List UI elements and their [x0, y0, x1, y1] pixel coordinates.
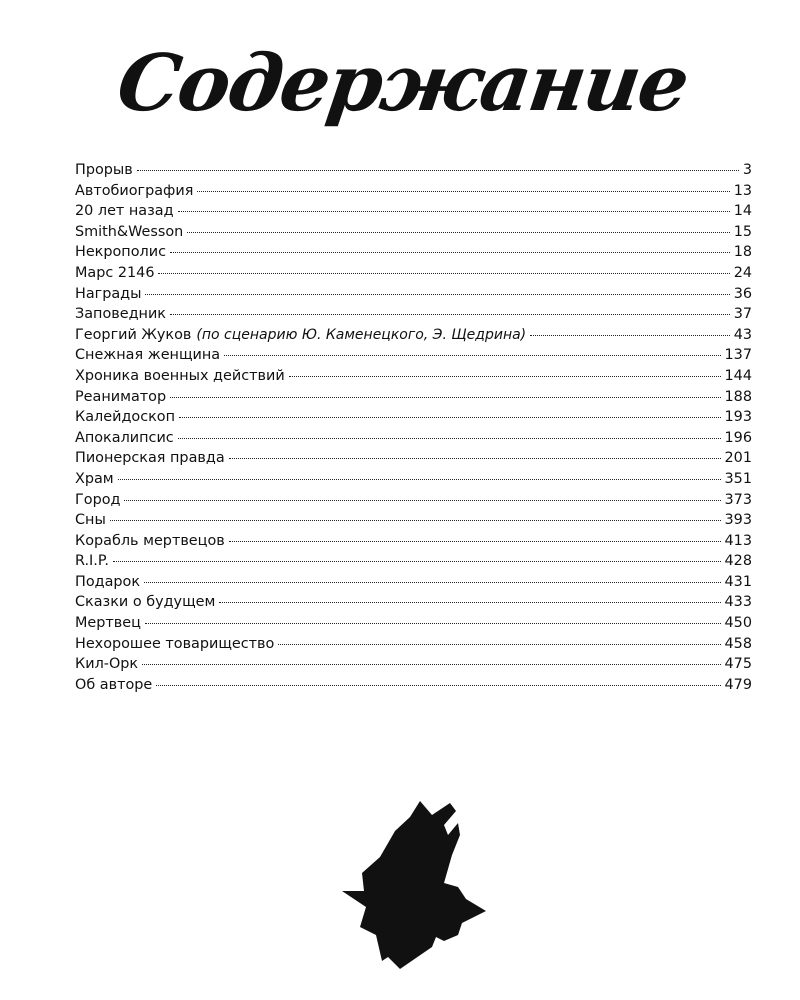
toc-dot-leader — [229, 541, 721, 542]
flame-emblem-shape — [340, 795, 490, 970]
toc-dot-leader — [187, 232, 729, 233]
toc-entry[interactable] — [75, 551, 752, 572]
toc-entry[interactable] — [75, 448, 752, 469]
toc-entry[interactable] — [75, 613, 752, 634]
toc-dot-leader — [179, 417, 721, 418]
toc-dot-leader — [530, 335, 730, 336]
toc-entry-title: Прорыв — [75, 162, 133, 178]
toc-entry-title: R.I.P. — [75, 553, 109, 570]
toc-dot-leader — [224, 355, 720, 356]
toc-entry-title: Георгий Жуков — [75, 326, 192, 343]
toc-entry[interactable] — [75, 654, 752, 675]
toc-entry-page: 393 — [724, 512, 752, 529]
toc-entry-page: 196 — [724, 429, 752, 446]
toc-entry-title: Апокалипсис — [75, 429, 174, 446]
toc-entry-title: Некрополис — [75, 244, 166, 261]
toc-entry-title: Подарок — [75, 573, 141, 590]
toc-dot-leader — [144, 582, 721, 583]
toc-entry-title: Мертвец — [75, 615, 141, 632]
toc-dot-leader — [156, 685, 720, 686]
toc-dot-leader — [145, 294, 729, 295]
toc-entry-page: 433 — [724, 594, 752, 611]
toc-entry[interactable] — [75, 304, 752, 325]
toc-dot-leader — [137, 170, 739, 171]
toc-entry[interactable] — [75, 469, 752, 490]
table-of-contents — [75, 160, 752, 695]
toc-entry-title: Храм — [75, 470, 114, 487]
toc-entry-page: 193 — [724, 409, 752, 426]
toc-dot-leader — [113, 561, 721, 562]
toc-entry-page: 18 — [733, 244, 752, 261]
toc-dot-leader — [118, 479, 721, 480]
toc-entry[interactable] — [75, 592, 752, 613]
toc-entry-title: Хроника военных действий — [75, 367, 285, 384]
page-title-block — [0, 30, 800, 140]
toc-dot-leader — [142, 664, 720, 665]
toc-entry-page: 450 — [724, 615, 752, 632]
toc-entry[interactable] — [75, 490, 752, 511]
toc-entry[interactable] — [75, 675, 752, 696]
toc-entry-title: Реаниматор — [75, 388, 167, 405]
page-title-graphic — [0, 30, 800, 140]
toc-entry-page: 37 — [733, 306, 752, 323]
toc-entry[interactable] — [75, 428, 752, 449]
toc-entry[interactable] — [75, 284, 752, 305]
toc-entry-page: 373 — [724, 491, 752, 508]
toc-entry-title: Пионерская правда — [75, 450, 225, 467]
toc-entry-page: 479 — [724, 676, 752, 693]
toc-entry-page: 43 — [733, 326, 752, 343]
toc-entry[interactable] — [75, 634, 752, 655]
toc-entry-page: 36 — [733, 285, 752, 302]
toc-entry-page: 458 — [724, 635, 752, 652]
toc-dot-leader — [178, 211, 730, 212]
toc-dot-leader — [229, 458, 721, 459]
toc-entry-page: 201 — [724, 450, 752, 467]
toc-dot-leader — [170, 397, 720, 398]
toc-entry-title: Автобиография — [75, 182, 194, 199]
toc-entry-title: Нехорошее товарищество — [75, 635, 275, 652]
toc-dot-leader — [124, 500, 720, 501]
toc-entry[interactable] — [75, 572, 752, 593]
toc-entry-title: Заповедник — [75, 306, 166, 323]
toc-entry-title: Об авторе — [75, 676, 153, 693]
toc-dot-leader — [178, 438, 721, 439]
toc-entry-page: 431 — [724, 573, 752, 590]
toc-entry-page: 24 — [733, 264, 752, 281]
toc-entry[interactable] — [75, 160, 752, 181]
toc-entry-title: Марс 2146 — [75, 264, 155, 281]
toc-entry-page: 475 — [724, 656, 752, 673]
toc-entry[interactable] — [75, 345, 752, 366]
toc-entry[interactable] — [75, 222, 752, 243]
toc-entry[interactable] — [75, 201, 752, 222]
toc-entry-page: 3 — [742, 162, 752, 178]
toc-dot-leader — [145, 623, 721, 624]
toc-entry-title: Сны — [75, 512, 106, 529]
toc-entry[interactable] — [75, 366, 752, 387]
toc-entry[interactable] — [75, 263, 752, 284]
toc-entry-page: 188 — [724, 388, 752, 405]
toc-entry[interactable] — [75, 242, 752, 263]
toc-dot-leader — [197, 191, 729, 192]
flame-emblem-icon — [340, 795, 490, 970]
toc-entry[interactable] — [75, 510, 752, 531]
toc-entry-page: 14 — [733, 203, 752, 220]
toc-dot-leader — [278, 644, 720, 645]
toc-entry-page: 351 — [724, 470, 752, 487]
toc-entry[interactable] — [75, 387, 752, 408]
toc-entry-title: 20 лет назад — [75, 203, 174, 220]
toc-entry-title: Награды — [75, 285, 142, 302]
toc-dot-leader — [170, 314, 730, 315]
toc-entry-title: Кил-Орк — [75, 656, 139, 673]
toc-entry-page: 137 — [724, 347, 752, 364]
toc-entry[interactable] — [75, 181, 752, 202]
toc-entry-title: Снежная женщина — [75, 347, 221, 364]
toc-entry-title: Smith&Wesson — [75, 223, 184, 240]
toc-entry-title: Город — [75, 491, 121, 508]
toc-entry-note: (по сценарию Ю. Каменецкого, Э. Щедрина) — [196, 326, 527, 343]
toc-dot-leader — [110, 520, 721, 521]
toc-dot-leader — [289, 376, 721, 377]
toc-entry-page: 15 — [733, 223, 752, 240]
toc-entry-page: 13 — [733, 182, 752, 199]
toc-dot-leader — [170, 252, 730, 253]
toc-entry[interactable] — [75, 325, 752, 346]
toc-dot-leader — [219, 602, 720, 603]
toc-entry-title: Корабль мертвецов — [75, 532, 225, 549]
toc-entry-page: 144 — [724, 367, 752, 384]
toc-entry-page: 428 — [724, 553, 752, 570]
toc-dot-leader — [158, 273, 729, 274]
toc-entry-page: 413 — [724, 532, 752, 549]
toc-entry[interactable] — [75, 531, 752, 552]
toc-entry-title: Калейдоскоп — [75, 409, 176, 426]
toc-entry-title: Сказки о будущем — [75, 594, 216, 611]
page-title: Содержание — [112, 37, 693, 129]
toc-entry[interactable] — [75, 407, 752, 428]
